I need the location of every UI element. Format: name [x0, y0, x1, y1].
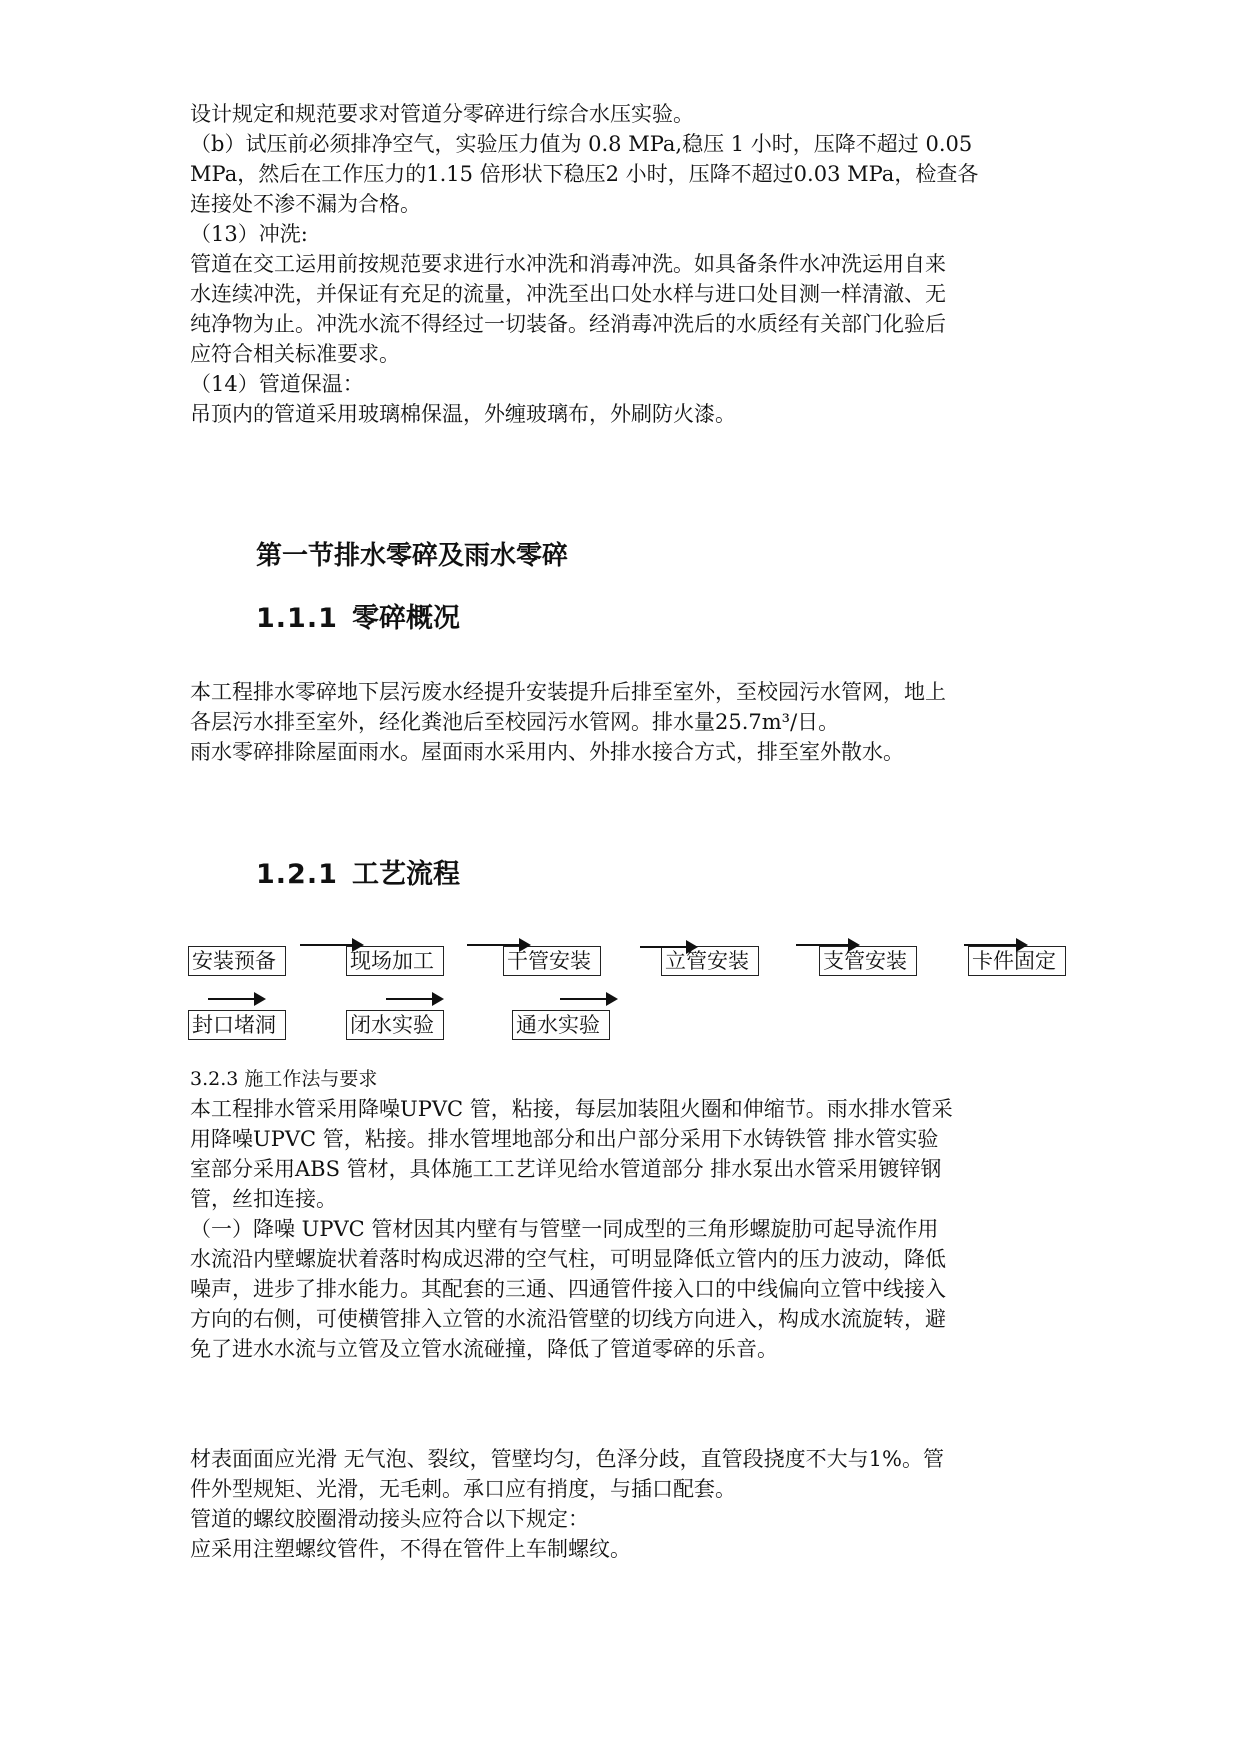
text-line: MPa，然后在工作压力的1.15 倍形状下稳压2 小时，压降不超过0.03 MPa，检查各 [190, 162, 979, 186]
text-line: 应符合相关标准要求。 [190, 342, 400, 366]
flow-step: 安装预备 [188, 946, 286, 976]
text-line: 应采用注塑螺纹管件，不得在管件上车制螺纹。 [190, 1537, 631, 1561]
text-line: 水连续冲洗，并保证有充足的流量，冲洗至出口处水样与进口处目测一样清澈、无 [190, 282, 946, 306]
flow-arrow [560, 992, 618, 1006]
flush-heading: （13）冲洗: [190, 222, 308, 246]
text-line: 管道的螺纹胶圈滑动接头应符合以下规定： [190, 1507, 589, 1531]
flow-step: 立管安装 [661, 946, 759, 976]
text-line: 连接处不渗不漏为合格。 [190, 192, 421, 216]
top-section [190, 99, 1065, 429]
flow-step: 支管安装 [819, 946, 917, 976]
flow-step: 封口堵洞 [188, 1010, 286, 1040]
text-line: （一）降噪 UPVC 管材因其内壁有与管壁一同成型的三角形螺旋肋可起导流作用 [190, 1217, 939, 1241]
heading-text: 工艺流程 [352, 859, 460, 890]
flow-arrow [208, 992, 266, 1006]
heading-text: 零碎概况 [352, 603, 460, 634]
flow-arrow [964, 938, 1028, 952]
text-line: 吊顶内的管道采用玻璃棉保温，外缠玻璃布，外刷防火漆。 [190, 402, 736, 426]
heading-number: 1.1.1 [256, 603, 338, 634]
text-line: 纯净物为止。冲洗水流不得经过一切装备。经消毒冲洗后的水质经有关部门化验后 [190, 312, 946, 336]
methods-section [190, 1064, 1065, 1364]
flow-arrow [467, 938, 531, 952]
flow-step: 通水实验 [512, 1010, 610, 1040]
flow-arrow [796, 938, 860, 952]
overview-paragraph [190, 677, 1065, 767]
text-line: 本工程排水管采用降噪UPVC 管，粘接，每层加装阻火圈和伸缩节。雨水排水管采 [190, 1097, 953, 1121]
text-line: 雨水零碎排除屋面雨水。屋面雨水采用内、外排水接合方式，排至室外散水。 [190, 740, 904, 764]
flow-step: 闭水实验 [346, 1010, 444, 1040]
heading-number: 1.2.1 [256, 859, 338, 890]
process-heading [256, 852, 460, 891]
text-line: 材表面面应光滑 无气泡、裂纹，管壁均匀，色泽分歧，直管段挠度不大与1%。管 [190, 1447, 944, 1471]
text-line: 设计规定和规范要求对管道分零碎进行综合水压实验。 [190, 102, 694, 126]
flow-arrow [640, 940, 698, 954]
text-line: 管道在交工运用前按规范要求进行水冲洗和消毒冲洗。如具备条件水冲洗运用自来 [190, 252, 946, 276]
flow-arrow [386, 992, 444, 1006]
text-line: 各层污水排至室外，经化粪池后至校园污水管网。排水量25.7m³/日。 [190, 710, 840, 734]
text-line: 件外型规矩、光滑，无毛刺。承口应有捎度，与插口配套。 [190, 1477, 736, 1501]
flow-arrow [300, 938, 364, 952]
text-line: 本工程排水零碎地下层污废水经提升安装提升后排至室外，至校园污水管网，地上 [190, 680, 946, 704]
flow-step: 干管安装 [503, 946, 601, 976]
bottom-section [190, 1444, 1065, 1564]
text-line: 室部分采用ABS 管材，具体施工工艺详见给水管道部分 排水泵出水管采用镀锌钢 [190, 1157, 942, 1181]
flow-step: 现场加工 [346, 946, 444, 976]
text-line: 用降噪UPVC 管，粘接。排水管埋地部分和出户部分采用下水铸铁管 排水管实验 [190, 1127, 939, 1151]
text-line: 方向的右侧，可使横管排入立管的水流沿管壁的切线方向进入，构成水流旋转，避 [190, 1307, 946, 1331]
flow-step: 卡件固定 [968, 946, 1066, 976]
methods-heading: 3.2.3 施工作法与要求 [190, 1068, 378, 1090]
text-line: （b）试压前必须排净空气，实验压力值为 0.8 MPa,稳压 1 小时，压降不超过 0.05 [190, 132, 973, 156]
insulation-heading: （14）管道保温： [190, 372, 364, 396]
text-line: 噪声，进步了排水能力。其配套的三通、四通管件接入口的中线偏向立管中线接入 [190, 1277, 946, 1301]
text-line: 水流沿内壁螺旋状着落时构成迟滞的空气柱，可明显降低立管内的压力波动，降低 [190, 1247, 946, 1271]
text-line: 管，丝扣连接。 [190, 1187, 337, 1211]
section-title: 第一节排水零碎及雨水零碎 [256, 541, 569, 571]
overview-heading [256, 596, 460, 635]
text-line: 免了进水水流与立管及立管水流碰撞，降低了管道零碎的乐音。 [190, 1337, 778, 1361]
